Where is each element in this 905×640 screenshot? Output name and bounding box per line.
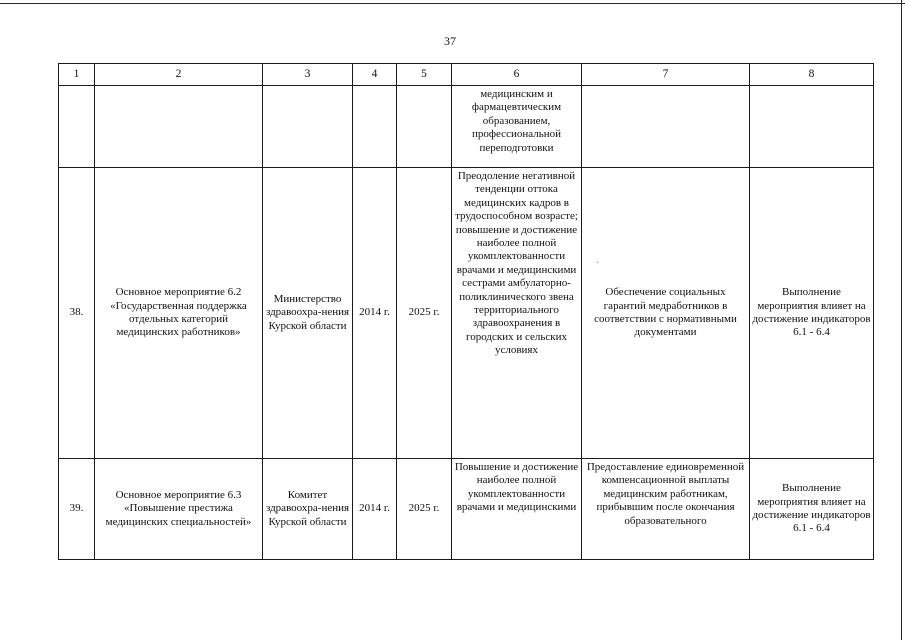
cell-number: 39. [59, 459, 95, 560]
scan-edge-top [0, 3, 905, 4]
cell-indicators: Выполнение мероприятия влияет на достижение индикаторов 6.1 - 6.4 [750, 459, 874, 560]
cell-end-year: 2025 г. [397, 168, 452, 459]
cell-end-year [397, 86, 452, 168]
cell-activity [95, 86, 263, 168]
cell-activity: Основное мероприятие 6.2 «Государственная поддержка отдельных категорий медицинских работников» [95, 168, 263, 459]
column-header: 3 [263, 64, 353, 86]
cell-start-year [353, 86, 397, 168]
cell-expected-result: Повышение и достижение наиболее полной укомплектованности врачами и медицинскими [452, 459, 582, 560]
cell-number: 38. [59, 168, 95, 459]
header-row [59, 64, 874, 86]
column-header: 1 [59, 64, 95, 86]
cell-executor: Комитет здравоохра-нения Курской области [263, 459, 353, 560]
cell-executor: Министерство здравоохра-нения Курской области [263, 168, 353, 459]
column-header: 8 [750, 64, 874, 86]
cell-number [59, 86, 95, 168]
program-activities-table [58, 63, 874, 560]
cell-start-year: 2014 г. [353, 459, 397, 560]
table-row-continuation [59, 86, 874, 168]
table-row-39 [59, 459, 874, 560]
cell-activity: Основное мероприятие 6.3 «Повышение престижа медицинских специальностей» [95, 459, 263, 560]
column-header: 6 [452, 64, 582, 86]
cell-indicators: Выполнение мероприятия влияет на достижение индикаторов 6.1 - 6.4 [750, 168, 874, 459]
cell-executor [263, 86, 353, 168]
cell-expected-result: медицинским и фармацевтическим образованием, профессиональной переподготовки [452, 86, 582, 168]
cell-start-year: 2014 г. [353, 168, 397, 459]
cell-expected-result: Преодоление негативной тенденции оттока медицинских кадров в трудоспособном возрасте; повышение и достижение наиболее полной укомплектованности врачами и медицинскими сестрами амбулаторно-поликлинического звена территориального здравоохранения в городских и сельских условиях [452, 168, 582, 459]
cell-indicators [750, 86, 874, 168]
table-row-38 [59, 168, 874, 459]
cell-mechanism [582, 86, 750, 168]
scan-artifact-mark: ` [596, 260, 599, 270]
cell-mechanism: Предоставление единовременной компенсационной выплаты медицинским работникам, прибывшим после окончания образовательного [582, 459, 750, 560]
column-header: 7 [582, 64, 750, 86]
column-header: 4 [353, 64, 397, 86]
scan-edge-right [901, 0, 902, 640]
cell-mechanism: Обеспечение социальных гарантий медработников в соответствии с нормативными документами [582, 168, 750, 459]
column-header: 5 [397, 64, 452, 86]
column-header: 2 [95, 64, 263, 86]
cell-end-year: 2025 г. [397, 459, 452, 560]
page-number: 37 [444, 34, 456, 48]
